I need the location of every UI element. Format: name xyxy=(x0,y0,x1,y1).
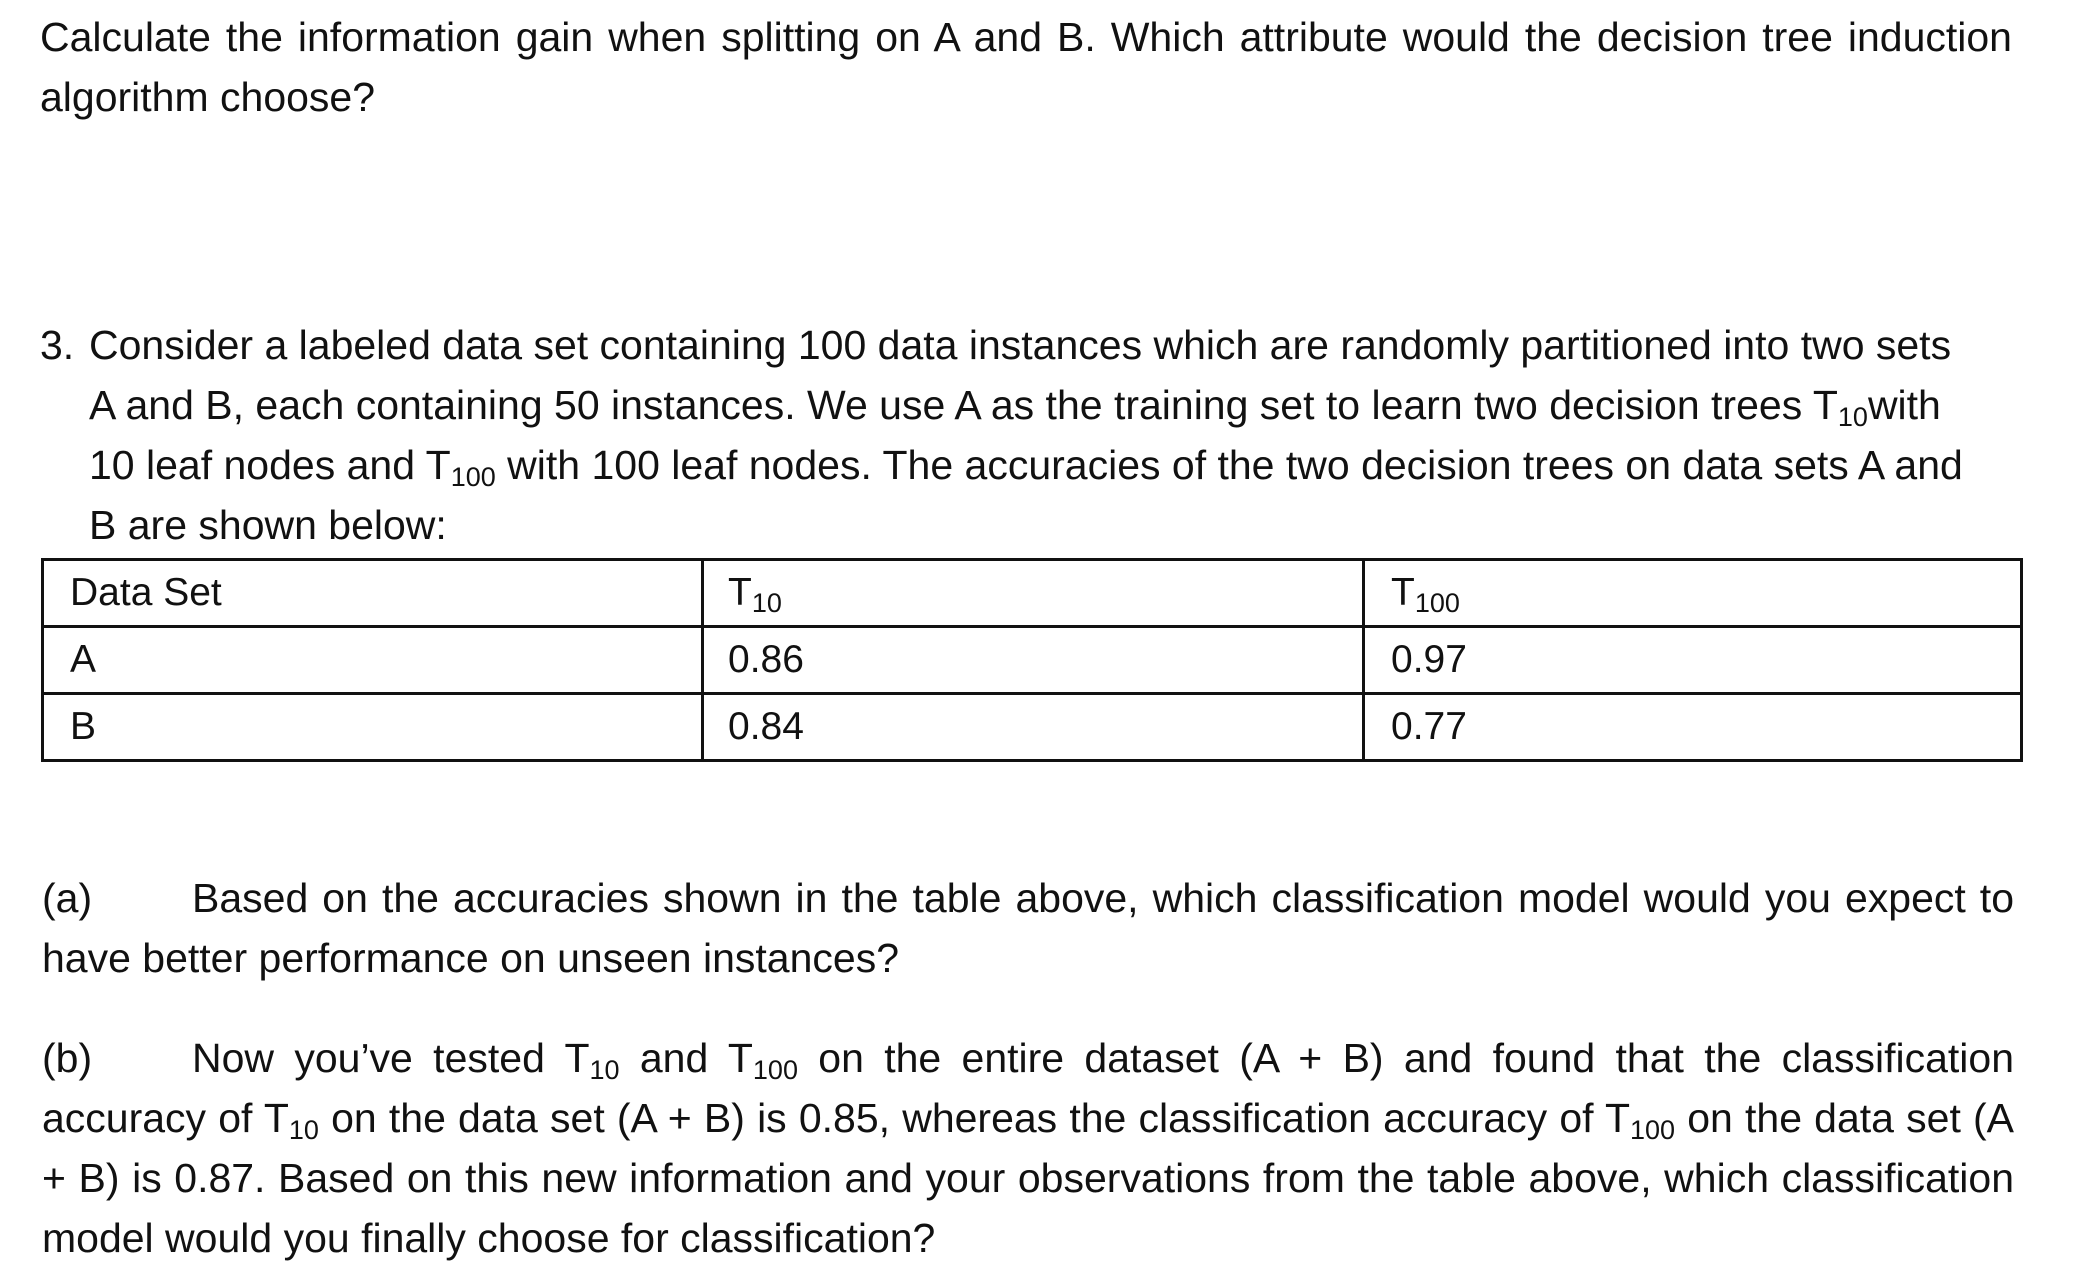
header-text: T xyxy=(728,571,752,614)
question-3-text-1: Consider a labeled data set containing 100 data instances which are randomly partitioned into two sets xyxy=(89,322,1952,368)
part-b-text: on the entire dataset (A + B) and found that the classification accuracy of T xyxy=(42,1035,2014,1141)
table-cell: B xyxy=(43,694,703,761)
part-a-text: Based on the accuracies shown in the table above, which classification model would you expect to have better performance on unseen instances? xyxy=(42,875,2014,981)
question-3-text-2b: with xyxy=(1867,382,1941,428)
header-t10 xyxy=(703,560,1364,627)
question-3-text-4: B are shown below: xyxy=(89,502,447,548)
header-text: T xyxy=(1391,571,1415,614)
part-b-text: on the data set (A + B) is 0.87. Based on this new information and your observations from the table above, which classification model would you finally choose for classification? xyxy=(42,1095,2015,1261)
subscript: 10 xyxy=(589,1055,620,1085)
subscript: 100 xyxy=(752,1055,798,1085)
part-b-text: on the data set (A + B) is 0.85, whereas the classification accuracy of T xyxy=(318,1095,1631,1141)
question-3 xyxy=(40,315,2014,555)
question-3-line-2 xyxy=(40,375,2014,435)
intro-paragraph xyxy=(40,7,2012,127)
subscript: 10 xyxy=(1837,402,1868,432)
subscript: 100 xyxy=(450,462,496,492)
part-a xyxy=(42,868,2014,988)
table-cell: A xyxy=(43,627,703,694)
question-3-line-1 xyxy=(40,315,2014,375)
question-3-line-4 xyxy=(40,495,2014,555)
question-3-text-3b: with 100 leaf nodes. The accuracies of the two decision trees on data sets A and xyxy=(495,442,1963,488)
question-3-line-3 xyxy=(40,435,2014,495)
table-header-row xyxy=(43,560,2022,627)
table-row xyxy=(43,694,2022,761)
table-cell: 0.97 xyxy=(1364,627,2022,694)
subscript: 10 xyxy=(288,1115,319,1145)
question-3-text-3a: 10 leaf nodes and T xyxy=(89,442,451,488)
part-b xyxy=(42,1028,2014,1268)
header-text: Data Set xyxy=(70,571,222,614)
table-cell: 0.84 xyxy=(703,694,1364,761)
accuracy-table xyxy=(41,558,2023,762)
part-b-label: (b) xyxy=(42,1035,93,1081)
header-data-set xyxy=(43,560,703,627)
question-3-text-2a: A and B, each containing 50 instances. We use A as the training set to learn two decision trees T xyxy=(89,382,1838,428)
table-row xyxy=(43,627,2022,694)
subscript: 100 xyxy=(1630,1115,1676,1145)
part-b-text: and T xyxy=(619,1035,753,1081)
subscript: 100 xyxy=(1414,588,1460,618)
part-a-label: (a) xyxy=(42,875,93,921)
part-b-text: Now you’ve tested T xyxy=(192,1035,590,1081)
table-cell: 0.86 xyxy=(703,627,1364,694)
question-number: 3. xyxy=(40,322,75,368)
subscript: 10 xyxy=(751,588,782,618)
table-cell: 0.77 xyxy=(1364,694,2022,761)
intro-text: Calculate the information gain when splitting on A and B. Which attribute would the decision tree induction algorithm choose? xyxy=(40,14,2012,120)
header-t100 xyxy=(1364,560,2022,627)
